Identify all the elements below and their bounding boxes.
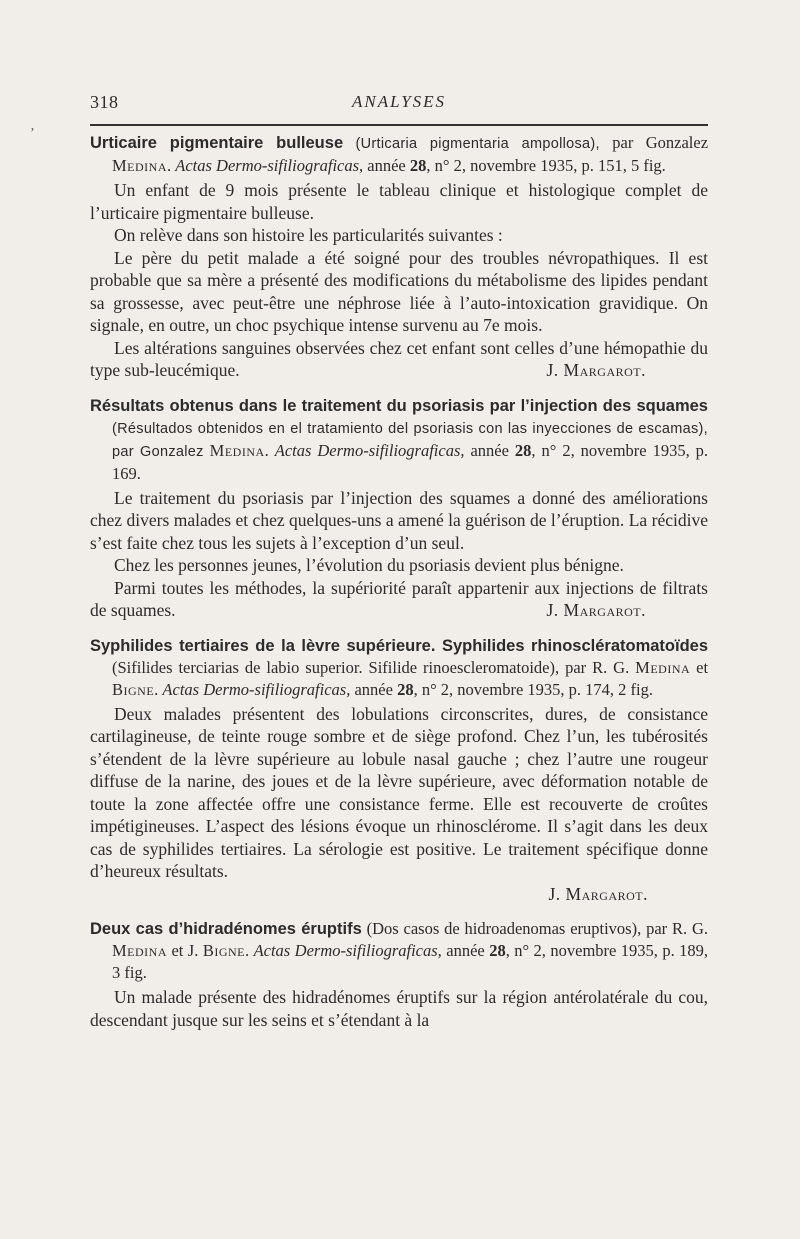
paragraph: On relève dans son histoire les particularités suivantes : [114,225,503,245]
signature: J. Margarot. [548,883,648,904]
citation-by: par Gonzalez [612,133,709,152]
volume-number: 28 [489,941,506,960]
running-title: ANALYSES [351,92,447,111]
paragraph-with-signature [90,577,708,622]
journal-name: Actas Dermo-sifiliograficas, [162,679,351,699]
entry-title: Urticaire pigmentaire bulleuse [90,134,344,152]
author-name: Bigne [112,679,155,699]
author-name: Medina [112,941,167,960]
entry-title: Syphilides tertiaires de la lèvre supérieure. Syphilides rhinosclératomatoïdes [90,636,708,655]
citation-details: , n° 2, novembre 1935, p. 151, 5 fig. [426,156,666,175]
entry-citation [90,918,708,984]
signature: J. Margarot. [546,600,646,620]
citation-conjunction: et [696,657,709,677]
citation-year-label: année [446,941,485,960]
citation-separator: . [244,941,250,960]
citation-details: , n° 2, novembre 1935, p. 169. [112,440,709,483]
spanish-title: (Dos casos de hidroadenomas eruptivos), [366,919,642,938]
paragraph-text: Les altérations sanguines observées chez cet enfant sont celles d’une hémopathie du type sub-leucémique. [90,337,708,380]
journal-name: Actas Dermo-sifiliograficas [175,156,360,175]
paragraph: Un malade présente des hidradénomes éruptifs sur la région antérolatérale du cou, descendant jusque sur les seins et s’étendant à la [90,987,708,1030]
paragraph: Deux malades présentent des lobulations circonscrites, dures, de consistance cartilagineuse, de teinte rouge sombre et de siège profond. Chez l’un, les tubérosités s’étendent de la lèvre supérieure au lobule nasal gauche ; chez l’autre une rougeur diffuse de la narine, des joues et de la lèvre supérieure, avec déformation notable de toute la zone affectée offre une consistance ferme. Elle est recouverte de croûtes impétigineuses. L’aspect des lésions évoque un rhinosclérome. Il s’agit dans les deux cas de syphilides tertiaires. La sérologie est positive. Le traitement spécifique donne d’heureux résultats. [90,703,708,881]
citation-conjunction: et J. [171,941,199,960]
spanish-title: (Résultados obtenidos en el tratamiento del psoriasis con las inyecciones de escamas), [112,420,708,437]
paragraph-text: Parmi toutes les méthodes, la supériorité paraît appartenir aux injections de filtrats de squames. [90,577,708,620]
volume-number: 28 [397,679,414,699]
journal-name: Actas Dermo-sifiliograficas, [274,440,465,460]
journal-name: Actas Dermo-sifiliograficas, [253,941,442,960]
paragraph: Le père du petit malade a été soigné pour des troubles névropathiques. Il est probable que sa mère a présenté des modifications du métabolisme des lipides pendant sa grossesse, avec peut-être une néphrose liée à l’auto-intoxication gravidique. On signale, en outre, un choc psychique intense survenu au 7e mois. [90,247,708,335]
page-number: 318 [90,92,119,112]
citation-year-label: , année [359,156,406,175]
abstract-entry [90,132,708,382]
spanish-title: (Urticaria pigmentaria ampollosa), [355,136,600,152]
citation-details: , n° 2, novembre 1935, p. 174, 2 fig. [413,679,653,699]
volume-number: 28 [409,156,427,175]
citation-by: par R. G. [646,919,709,938]
paragraph-with-signature [90,337,708,382]
abstract-entry [90,395,708,622]
citation-by: par Gonzalez [112,443,204,460]
entry-citation [90,132,708,177]
entry-citation [90,635,708,701]
entry-title: Résultats obtenus dans le traitement du psoriasis par l’injection des squames [90,396,708,415]
margin-mark: ’ [30,126,35,141]
citation-separator: . [154,679,159,699]
author-name: Medina [209,440,265,460]
citation-details: , n° 2, novembre 1935, p. 189, 3 fig. [112,941,709,982]
paragraph: Un enfant de 9 mois présente le tableau clinique et histologique complet de l’urticaire pigmentaire bulleuse. [90,180,708,223]
volume-number: 28 [514,440,532,460]
abstract-entry [90,635,708,906]
citation-separator: . [167,156,172,175]
citation-year-label: année [354,679,393,699]
signature: J. Margarot. [546,360,646,380]
header-rule [90,124,708,126]
page-header [90,92,708,118]
entry-citation [90,395,708,485]
spanish-title: (Sifilides terciarias de labio superior. Sifilide rinoescleromatoide), [112,657,560,677]
author-name: Bigne [202,941,245,960]
citation-by: par R. G. [565,657,630,677]
abstract-entry [90,918,708,1031]
citation-year-label: année [470,440,509,460]
paragraph: Chez les personnes jeunes, l’évolution du psoriasis devient plus bénigne. [114,555,624,575]
entry-title: Deux cas d’hidradénomes éruptifs [90,920,362,938]
author-name: Medina [635,657,691,677]
citation-separator: . [264,440,269,460]
author-name: Medina [112,156,167,175]
paragraph: Le traitement du psoriasis par l’injection des squames a donné des améliorations chez divers malades et chez quelques-uns a amené la guérison de l’éruption. La récidive s’est faite chez tous les sujets à l’exception d’un seul. [90,487,708,553]
page-content [90,132,708,1044]
